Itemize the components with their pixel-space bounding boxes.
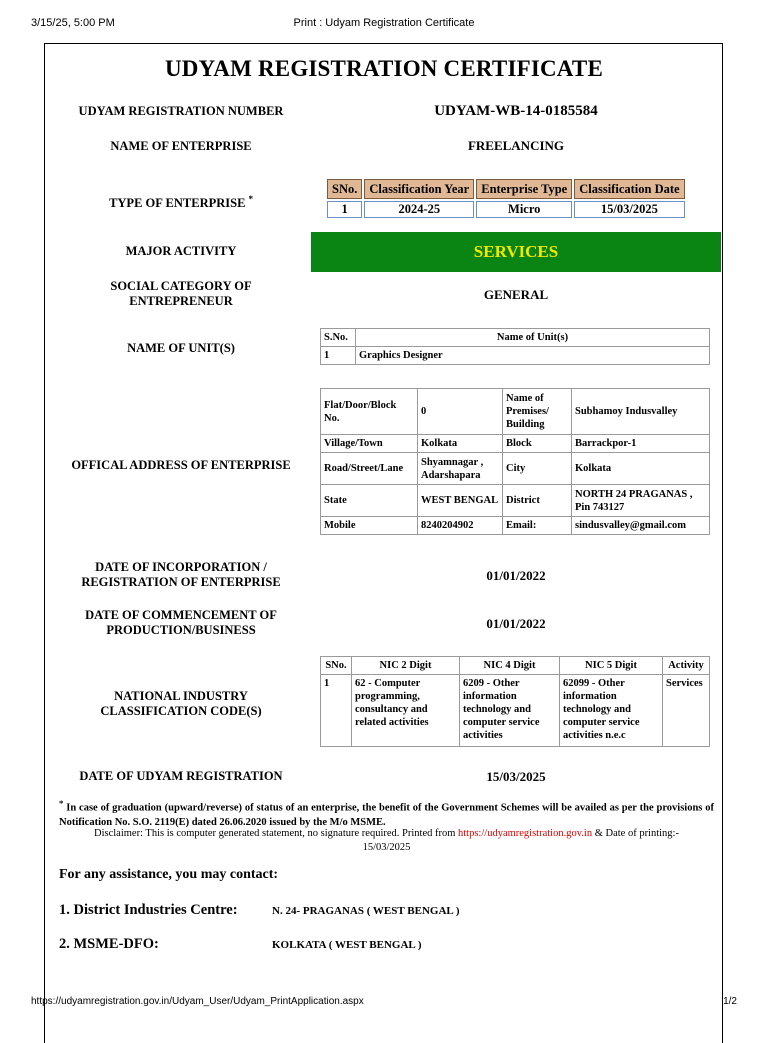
commencement-label-line: PRODUCTION/BUSINESS xyxy=(106,623,256,637)
table-cell: 62099 - Other information technology and computer service activities n.e.c xyxy=(560,675,663,747)
incorporation-label-line: DATE OF INCORPORATION / xyxy=(95,560,267,574)
address-label: OFFICAL ADDRESS OF ENTERPRISE xyxy=(71,458,291,472)
commencement-label xyxy=(56,608,306,638)
enterprise-name-label: NAME OF ENTERPRISE xyxy=(110,139,252,153)
dic-label: 1. District Industries Centre: xyxy=(59,902,238,918)
incorporation-date: 01/01/2022 xyxy=(486,568,546,583)
registration-number-label: UDYAM REGISTRATION NUMBER xyxy=(78,104,284,118)
print-tab-title: Print : Udyam Registration Certificate xyxy=(293,17,475,29)
social-category: GENERAL xyxy=(483,287,549,302)
nic-label-line: CLASSIFICATION CODE(S) xyxy=(100,704,262,718)
print-date: 15/03/2025 xyxy=(362,842,411,853)
social-category-label-line: SOCIAL CATEGORY OF xyxy=(110,279,252,293)
msme-value: KOLKATA ( WEST BENGAL ) xyxy=(272,939,422,951)
table-cell: Services xyxy=(663,675,710,747)
table-header: Name of Unit(s) xyxy=(356,329,710,347)
table-header: Classification Date xyxy=(574,179,684,199)
table-header: NIC 4 Digit xyxy=(460,657,560,675)
table-cell: 6209 - Other information technology and computer service activities xyxy=(460,675,560,747)
address-field-label: Village/Town xyxy=(321,435,418,453)
address-field-value: 8240204902 xyxy=(418,517,503,535)
enterprise-type-asterisk: * xyxy=(248,194,253,204)
table-row xyxy=(321,485,710,517)
social-category-label xyxy=(56,279,306,309)
incorporation-label xyxy=(56,560,306,590)
nic-label-line: NATIONAL INDUSTRY xyxy=(114,689,248,703)
table-cell: 1 xyxy=(321,347,356,365)
address-table xyxy=(320,388,710,535)
table-header: S.No. xyxy=(321,329,356,347)
enterprise-type-label-text: TYPE OF ENTERPRISE xyxy=(109,196,246,211)
page-indicator: 1/2 xyxy=(723,996,737,1007)
table-header: NIC 5 Digit xyxy=(560,657,663,675)
address-field-value: NORTH 24 PRAGANAS , Pin 743127 xyxy=(572,485,710,517)
address-field-value: Subhamoy Indusvalley xyxy=(572,389,710,435)
enterprise-type-label xyxy=(56,192,306,211)
graduation-note xyxy=(59,796,714,830)
commencement-label-line: DATE OF COMMENCEMENT OF xyxy=(85,608,277,622)
table-header: Enterprise Type xyxy=(476,179,572,199)
print-url: https://udyamregistration.gov.in/Udyam_User/Udyam_PrintApplication.aspx xyxy=(31,996,364,1007)
disclaimer-link[interactable]: https://udyamregistration.gov.in xyxy=(458,828,593,839)
address-field-label: State xyxy=(321,485,418,517)
nic-label xyxy=(56,689,306,719)
units-label: NAME OF UNIT(S) xyxy=(127,341,235,355)
enterprise-type-table xyxy=(325,177,687,220)
table-header-row xyxy=(321,329,710,347)
major-activity-label: MAJOR ACTIVITY xyxy=(125,244,237,258)
address-field-label: District xyxy=(503,485,572,517)
nic-table xyxy=(320,656,710,747)
table-cell: 15/03/2025 xyxy=(574,201,684,218)
address-field-label: Mobile xyxy=(321,517,418,535)
msme-label: 2. MSME-DFO: xyxy=(59,936,159,952)
table-header: NIC 2 Digit xyxy=(352,657,460,675)
address-field-label: Name of Premises/ Building xyxy=(503,389,572,435)
print-datetime: 3/15/25, 5:00 PM xyxy=(31,17,115,29)
address-field-label: Road/Street/Lane xyxy=(321,453,418,485)
incorporation-label-line: REGISTRATION OF ENTERPRISE xyxy=(81,575,281,589)
table-cell: 1 xyxy=(321,675,352,747)
address-field-label: City xyxy=(503,453,572,485)
table-header-row xyxy=(327,179,685,199)
table-row xyxy=(321,389,710,435)
table-header: SNo. xyxy=(321,657,352,675)
table-header: SNo. xyxy=(327,179,362,199)
udyam-date: 15/03/2025 xyxy=(486,769,546,784)
browser-print-header xyxy=(0,0,768,40)
certificate-title: UDYAM REGISTRATION CERTIFICATE xyxy=(164,56,603,81)
enterprise-name: FREELANCING xyxy=(467,138,565,153)
address-field-label: Block xyxy=(503,435,572,453)
social-category-label-line: ENTREPRENEUR xyxy=(129,294,233,308)
note-asterisk: * xyxy=(59,798,64,808)
table-header: Classification Year xyxy=(364,179,474,199)
dic-value: N. 24- PRAGANAS ( WEST BENGAL ) xyxy=(272,905,460,917)
table-cell: 1 xyxy=(327,201,362,218)
disclaimer xyxy=(59,827,714,855)
address-field-label: Flat/Door/Block No. xyxy=(321,389,418,435)
units-table xyxy=(320,328,710,365)
table-row xyxy=(321,435,710,453)
registration-number: UDYAM-WB-14-0185584 xyxy=(434,103,598,119)
address-field-value: sindusvalley@gmail.com xyxy=(572,517,710,535)
browser-print-footer xyxy=(0,994,768,1014)
disclaimer-prefix: Disclaimer: This is computer generated statement, no signature required. Printed from xyxy=(94,828,456,839)
address-field-value: Shyamnagar , Adarshapara xyxy=(418,453,503,485)
disclaimer-suffix: & Date of printing:- xyxy=(594,828,679,839)
table-cell: Graphics Designer xyxy=(356,347,710,365)
table-row xyxy=(327,201,685,218)
udyam-date-label: DATE OF UDYAM REGISTRATION xyxy=(79,769,283,783)
table-header-row xyxy=(321,657,710,675)
table-row xyxy=(321,453,710,485)
address-field-label: Email: xyxy=(503,517,572,535)
table-row xyxy=(321,675,710,747)
assistance-heading: For any assistance, you may contact: xyxy=(59,867,279,882)
address-field-value: 0 xyxy=(418,389,503,435)
table-cell: Micro xyxy=(476,201,572,218)
table-cell: 2024-25 xyxy=(364,201,474,218)
address-field-value: WEST BENGAL xyxy=(418,485,503,517)
address-field-value: Barrackpor-1 xyxy=(572,435,710,453)
address-field-value: Kolkata xyxy=(418,435,503,453)
table-header: Activity xyxy=(663,657,710,675)
table-row xyxy=(321,517,710,535)
major-activity-banner: SERVICES xyxy=(311,232,721,272)
commencement-date: 01/01/2022 xyxy=(486,616,546,631)
table-row xyxy=(321,347,710,365)
note-text: In case of graduation (upward/reverse) of status of an enterprise, the benefit of the Government Schemes will be availed as per the provisions of Notification No. S.O. 2119(E) dated 26.06.2020 issued by the M/o MSME. xyxy=(59,802,715,828)
table-cell: 62 - Computer programming, consultancy and related activities xyxy=(352,675,460,747)
address-field-value: Kolkata xyxy=(572,453,710,485)
